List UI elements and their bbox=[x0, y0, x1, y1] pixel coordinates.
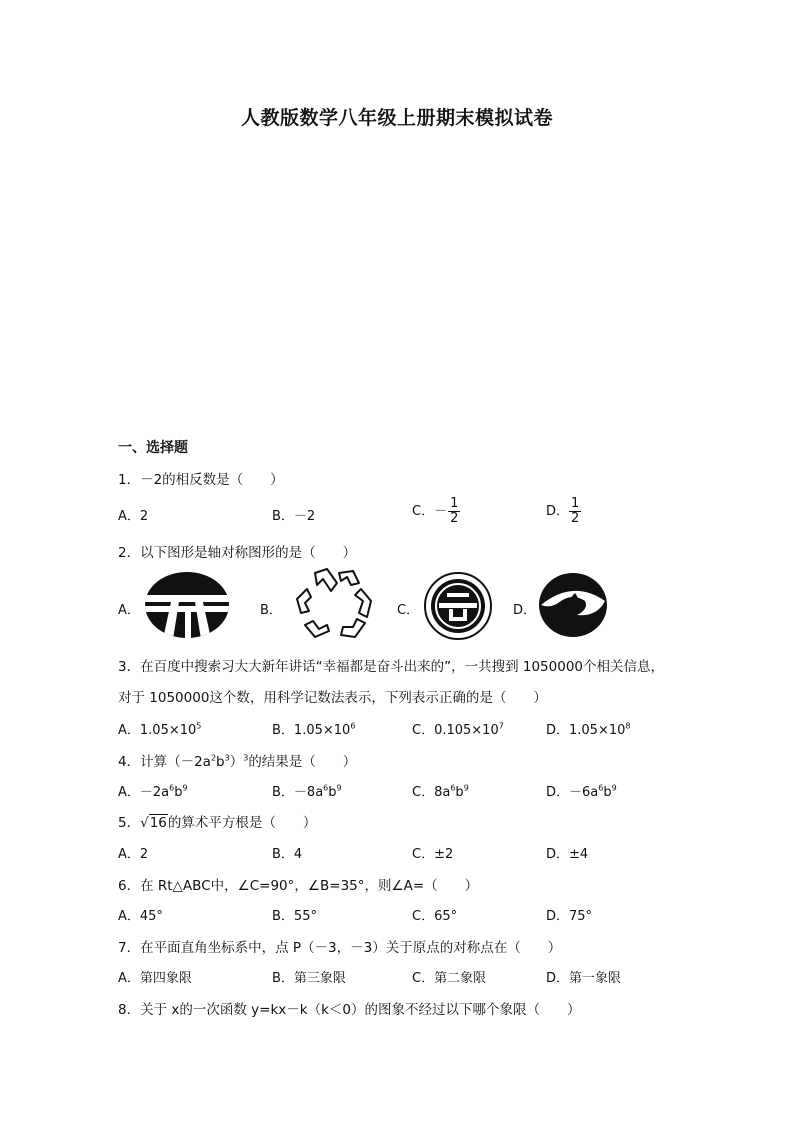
fraction bbox=[448, 497, 460, 526]
text: ） bbox=[229, 754, 244, 770]
text: b bbox=[603, 785, 612, 800]
denominator: 2 bbox=[571, 511, 580, 526]
q7-option-d: D．第一象限 bbox=[546, 971, 622, 986]
text: C．8a bbox=[412, 785, 451, 800]
q3-option-c-base: C．0.105×10 bbox=[412, 723, 499, 738]
question-4-stem bbox=[118, 750, 356, 770]
exponent: 3 bbox=[224, 753, 230, 763]
denominator: 2 bbox=[450, 511, 459, 526]
text: A．－2a bbox=[118, 785, 170, 800]
text: D．－6a bbox=[546, 785, 599, 800]
exponent: 9 bbox=[611, 783, 617, 793]
q6-option-b: B．55° bbox=[272, 909, 317, 924]
exponent: 3 bbox=[243, 753, 249, 763]
q2-option-c: C． bbox=[397, 603, 420, 618]
text: 4．计算（－2a bbox=[118, 754, 211, 770]
question-3-stem-line2: 对于 1050000这个数，用科学记数法表示，下列表示正确的是（ ） bbox=[118, 690, 547, 706]
text: 的算术平方根是（ ） bbox=[167, 815, 317, 831]
exponent: 6 bbox=[169, 783, 175, 793]
text: b bbox=[328, 785, 337, 800]
fraction bbox=[569, 497, 581, 526]
exponent: 9 bbox=[182, 783, 188, 793]
q6-option-d: D．75° bbox=[546, 909, 593, 924]
q3-option-c-exponent: 7 bbox=[498, 721, 504, 731]
q4-option-d bbox=[546, 781, 617, 800]
text: 5． bbox=[118, 815, 141, 831]
q1-option-b: B．－2 bbox=[272, 509, 316, 524]
page-title: 人教版数学八年级上册期末模拟试卷 bbox=[240, 107, 553, 129]
numerator: 1 bbox=[571, 496, 580, 511]
q1-option-d bbox=[546, 497, 581, 526]
text: 的结果是（ ） bbox=[248, 754, 357, 770]
section-heading: 一、选择题 bbox=[118, 440, 188, 456]
text: b bbox=[216, 754, 225, 770]
q1-option-d-prefix: D． bbox=[546, 504, 570, 519]
radical-sign: √ bbox=[140, 815, 149, 831]
q7-option-b: B．第三象限 bbox=[272, 971, 346, 986]
q7-option-a: A．第四象限 bbox=[118, 971, 192, 986]
recycle-symbol-icon bbox=[293, 565, 379, 643]
q4-option-c bbox=[412, 781, 469, 800]
q2-option-b: B． bbox=[260, 603, 282, 618]
question-5-stem bbox=[118, 811, 316, 831]
q6-option-a: A．45° bbox=[118, 909, 163, 924]
exponent: 6 bbox=[450, 783, 456, 793]
exponent: 2 bbox=[210, 753, 217, 763]
q3-option-b-exponent: 6 bbox=[350, 721, 356, 731]
exponent: 6 bbox=[598, 783, 604, 793]
q2-option-d: D． bbox=[513, 603, 537, 618]
question-7-stem: 7．在平面直角坐标系中，点 P（－3，－3）关于原点的对称点在（ ） bbox=[118, 940, 562, 956]
q3-option-d bbox=[546, 719, 630, 738]
exponent: 6 bbox=[323, 783, 329, 793]
q3-option-b-base: B．1.05×10 bbox=[272, 723, 351, 738]
q3-option-a bbox=[118, 719, 201, 738]
text: b bbox=[174, 785, 183, 800]
q3-option-a-base: A．1.05×10 bbox=[118, 723, 197, 738]
circular-emblem-icon bbox=[423, 571, 493, 641]
q4-option-b bbox=[272, 781, 342, 800]
q3-option-b bbox=[272, 719, 355, 738]
question-6-stem: 6．在 Rt△ABC中，∠C=90°，∠B=35°，则∠A=（ ） bbox=[118, 878, 479, 894]
q1-option-c-prefix: C． bbox=[412, 504, 435, 519]
text: B．－8a bbox=[272, 785, 324, 800]
q3-option-d-exponent: 8 bbox=[625, 721, 631, 731]
q3-option-d-base: D．1.05×10 bbox=[546, 723, 626, 738]
q3-option-a-exponent: 5 bbox=[196, 721, 202, 731]
q3-option-c bbox=[412, 719, 504, 738]
q5-option-c: C．±2 bbox=[412, 847, 454, 862]
q5-option-d: D．±4 bbox=[546, 847, 589, 862]
q5-option-a: A．2 bbox=[118, 847, 149, 862]
q4-option-a bbox=[118, 781, 188, 800]
q6-option-c: C．65° bbox=[412, 909, 458, 924]
exponent: 9 bbox=[463, 783, 469, 793]
q1-option-c bbox=[412, 497, 460, 526]
semaphore-disc-icon bbox=[143, 571, 231, 639]
q5-option-b: B．4 bbox=[272, 847, 303, 862]
exponent: 9 bbox=[336, 783, 342, 793]
q1-option-a: A．2 bbox=[118, 509, 149, 524]
question-1-stem: 1．－2的相反数是（ ） bbox=[118, 472, 284, 488]
text: b bbox=[455, 785, 464, 800]
q2-option-a: A． bbox=[118, 603, 140, 618]
square-root bbox=[140, 815, 168, 831]
eye-drop-logo-icon bbox=[537, 571, 609, 639]
question-8-stem: 8．关于 x的一次函数 y=kx－k（k＜0）的图象不经过以下哪个象限（ ） bbox=[118, 1002, 581, 1018]
question-2-stem: 2．以下图形是轴对称图形的是（ ） bbox=[118, 545, 357, 561]
q1-option-c-sign: － bbox=[434, 504, 448, 519]
radicand: 16 bbox=[149, 815, 167, 831]
q7-option-c: C．第二象限 bbox=[412, 971, 487, 986]
question-3-stem-line1: 3．在百度中搜索习大大新年讲话“幸福都是奋斗出来的”，一共搜到 1050000个相关信息， bbox=[118, 659, 664, 675]
numerator: 1 bbox=[450, 496, 459, 511]
